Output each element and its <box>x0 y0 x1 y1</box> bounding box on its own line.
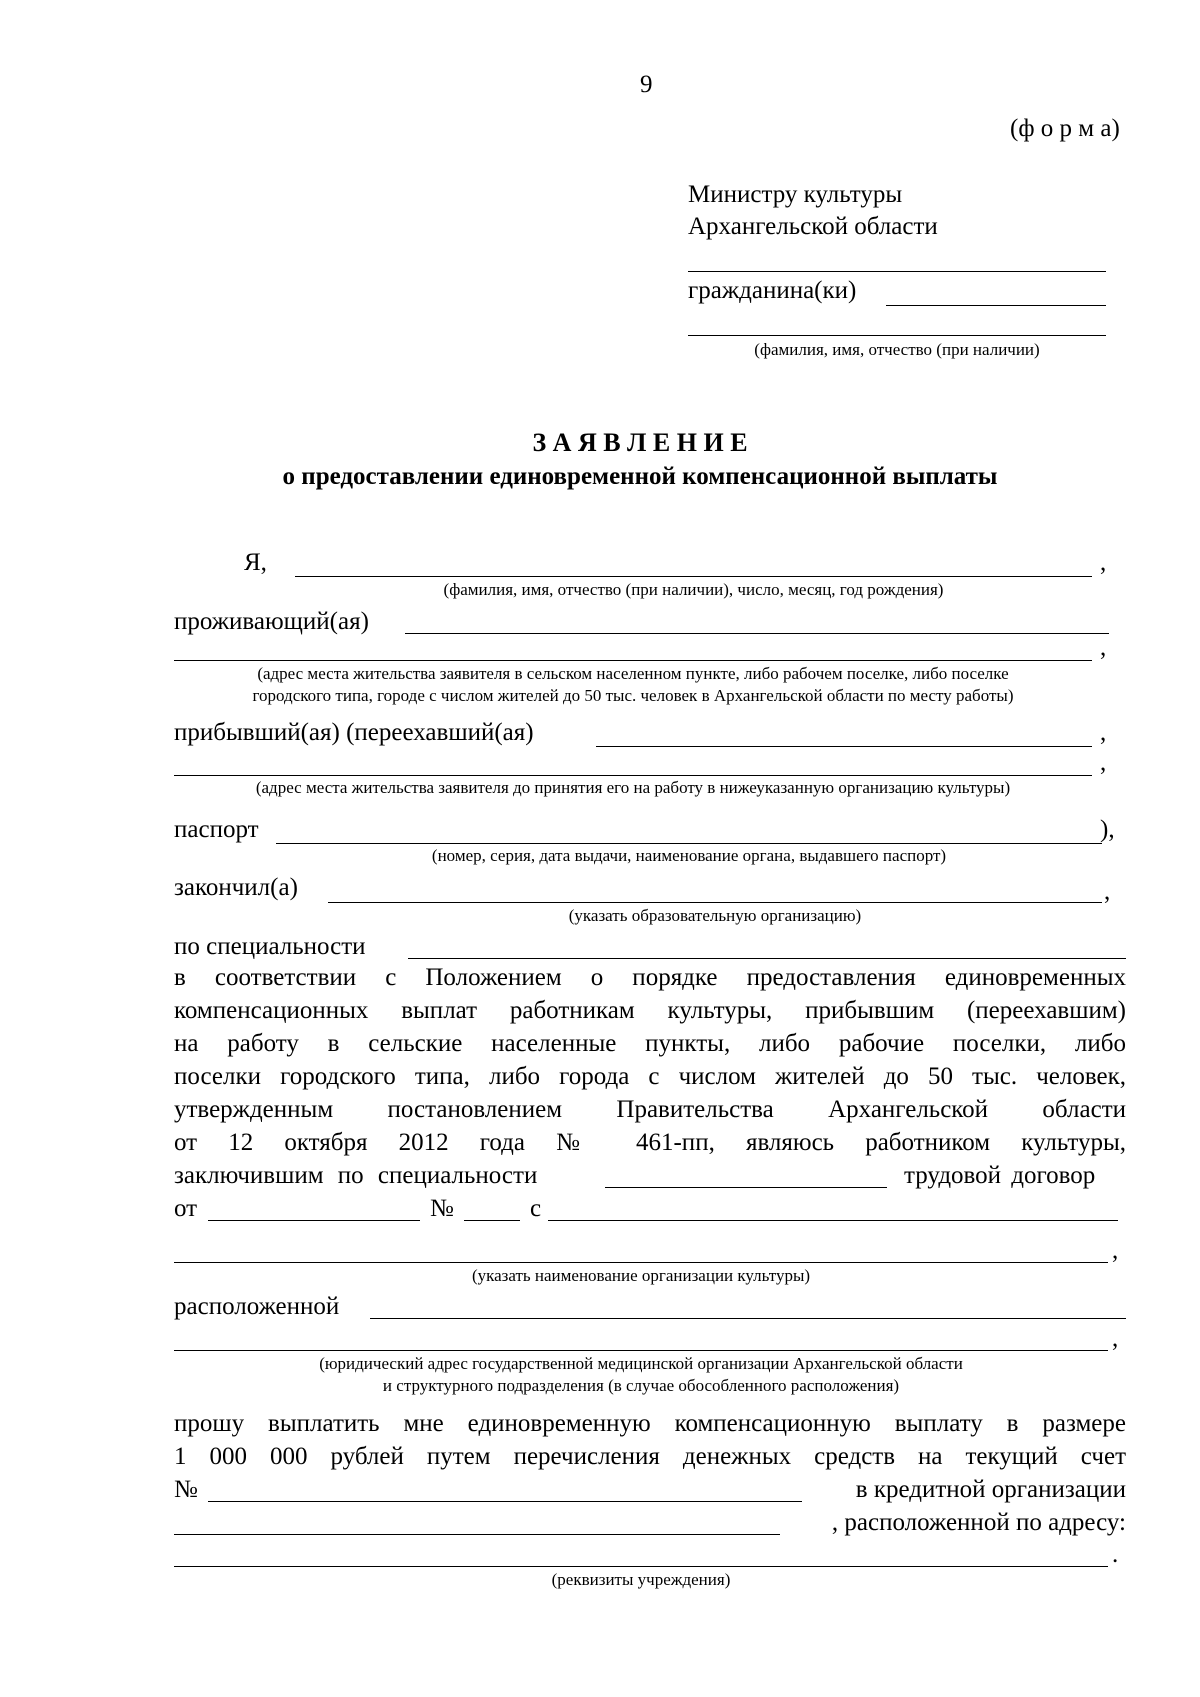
document-title: З А Я В Л Е Н И Е <box>532 428 748 457</box>
paragraph-line: в соответствии с Положением о порядке предоставления единовременных <box>174 964 1126 991</box>
addressee-line1: Министру культуры <box>688 181 903 208</box>
citizen-label: гражданина(ки) <box>688 277 857 304</box>
fio-line[interactable] <box>295 576 1092 577</box>
addressee-blank-line[interactable] <box>688 271 1106 272</box>
period: . <box>1112 1541 1119 1568</box>
paragraph-line: компенсационных выплат работникам культуры, прибывшим (переехавшим) <box>174 997 1126 1024</box>
living-caption-2: городского типа, городе с числом жителей до 50 тыс. человек в Архангельской области по месту работы) <box>252 686 1014 705</box>
request-line: прошу выплатить мне единовременную компенсационную выплату в размере <box>174 1410 1126 1437</box>
citizen-caption: (фамилия, имя, отчество (при наличии) <box>754 340 1040 359</box>
org-caption: (указать наименование организации культуры) <box>471 1266 811 1285</box>
contract-label-end: трудовой договор <box>904 1162 1096 1189</box>
comma: , <box>1112 1237 1119 1264</box>
account-number-label: № <box>174 1476 198 1503</box>
passport-caption: (номер, серия, дата выдачи, наименование органа, выдавшего паспорт) <box>431 846 947 865</box>
org-line2[interactable] <box>174 1262 1108 1263</box>
paragraph-line: поселки городского типа, либо города с числом жителей до 50 тыс. человек, <box>174 1063 1126 1090</box>
passport-line[interactable] <box>276 843 1102 844</box>
org-line[interactable] <box>548 1220 1118 1221</box>
passport-end: ), <box>1100 816 1115 843</box>
prev-address-line[interactable] <box>174 775 1092 776</box>
prev-address-caption: (адрес места жительства заявителя до принятия его на работу в нижеуказанную организацию культуры) <box>255 778 1011 797</box>
located-line2[interactable] <box>174 1350 1108 1351</box>
from-label: от <box>174 1195 198 1222</box>
paragraph-line: от 12 октября 2012 года № 461-пп, являюсь работником культуры, <box>174 1129 1126 1156</box>
comma: , <box>1100 634 1107 661</box>
number-label: № <box>430 1195 454 1222</box>
arrived-line[interactable] <box>596 746 1092 747</box>
contract-specialty-line[interactable] <box>605 1187 887 1188</box>
requisites-caption: (реквизиты учреждения) <box>551 1570 731 1589</box>
citizen-name-line[interactable] <box>688 335 1106 336</box>
comma: , <box>1100 749 1107 776</box>
specialty-line[interactable] <box>408 958 1126 959</box>
document-subtitle: о предоставлении единовременной компенсационной выплаты <box>282 463 998 490</box>
education-caption: (указать образовательную организацию) <box>568 906 862 925</box>
credit-org-line[interactable] <box>174 1534 780 1535</box>
contract-date-line[interactable] <box>208 1220 420 1221</box>
legal-address-caption-1: (юридический адрес государственной медицинской организации Архангельской области <box>319 1354 963 1373</box>
living-caption-1: (адрес места жительства заявителя в сельском населенном пункте, либо рабочем поселке, либо поселке <box>257 664 1009 683</box>
form-mark: (ф о р м а) <box>1010 115 1120 142</box>
fio-caption: (фамилия, имя, отчество (при наличии), число, месяц, год рождения) <box>443 580 944 599</box>
citizen-blank-line[interactable] <box>886 305 1106 306</box>
comma: , <box>1112 1325 1119 1352</box>
ya-label: Я, <box>244 549 267 576</box>
comma: , <box>1100 549 1107 576</box>
located-line[interactable] <box>370 1318 1126 1319</box>
located-address-label: , расположенной по адресу: <box>831 1509 1126 1536</box>
paragraph-line: на работу в сельские населенные пункты, либо рабочие поселки, либо <box>174 1030 1126 1057</box>
bank-address-line[interactable] <box>174 1566 1108 1567</box>
comma: , <box>1104 878 1111 905</box>
request-line: 1 000 000 рублей путем перечисления денежных средств на текущий счет <box>174 1443 1126 1470</box>
legal-address-caption-2: и структурного подразделения (в случае обособленного расположения) <box>382 1376 900 1395</box>
living-label: проживающий(ая) <box>174 608 369 635</box>
paragraph-line: утвержденным постановлением Правительства Архангельской области <box>174 1096 1126 1123</box>
living-address-line2[interactable] <box>174 660 1092 661</box>
account-number-line[interactable] <box>208 1501 802 1502</box>
located-label: расположенной <box>174 1293 340 1320</box>
with-label: с <box>530 1195 542 1222</box>
contract-label: заключившим по специальности <box>174 1162 538 1189</box>
education-line[interactable] <box>328 902 1102 903</box>
arrived-label: прибывший(ая) (переехавший(ая) <box>174 719 534 746</box>
graduated-label: закончил(а) <box>174 874 298 901</box>
passport-label: паспорт <box>174 816 259 843</box>
living-address-line[interactable] <box>405 633 1109 634</box>
comma: , <box>1100 719 1107 746</box>
specialty-label: по специальности <box>174 933 366 960</box>
credit-org-label: в кредитной организации <box>855 1476 1126 1503</box>
contract-number-line[interactable] <box>464 1220 520 1221</box>
page-number: 9 <box>640 71 653 98</box>
addressee-line2: Архангельской области <box>688 213 938 240</box>
